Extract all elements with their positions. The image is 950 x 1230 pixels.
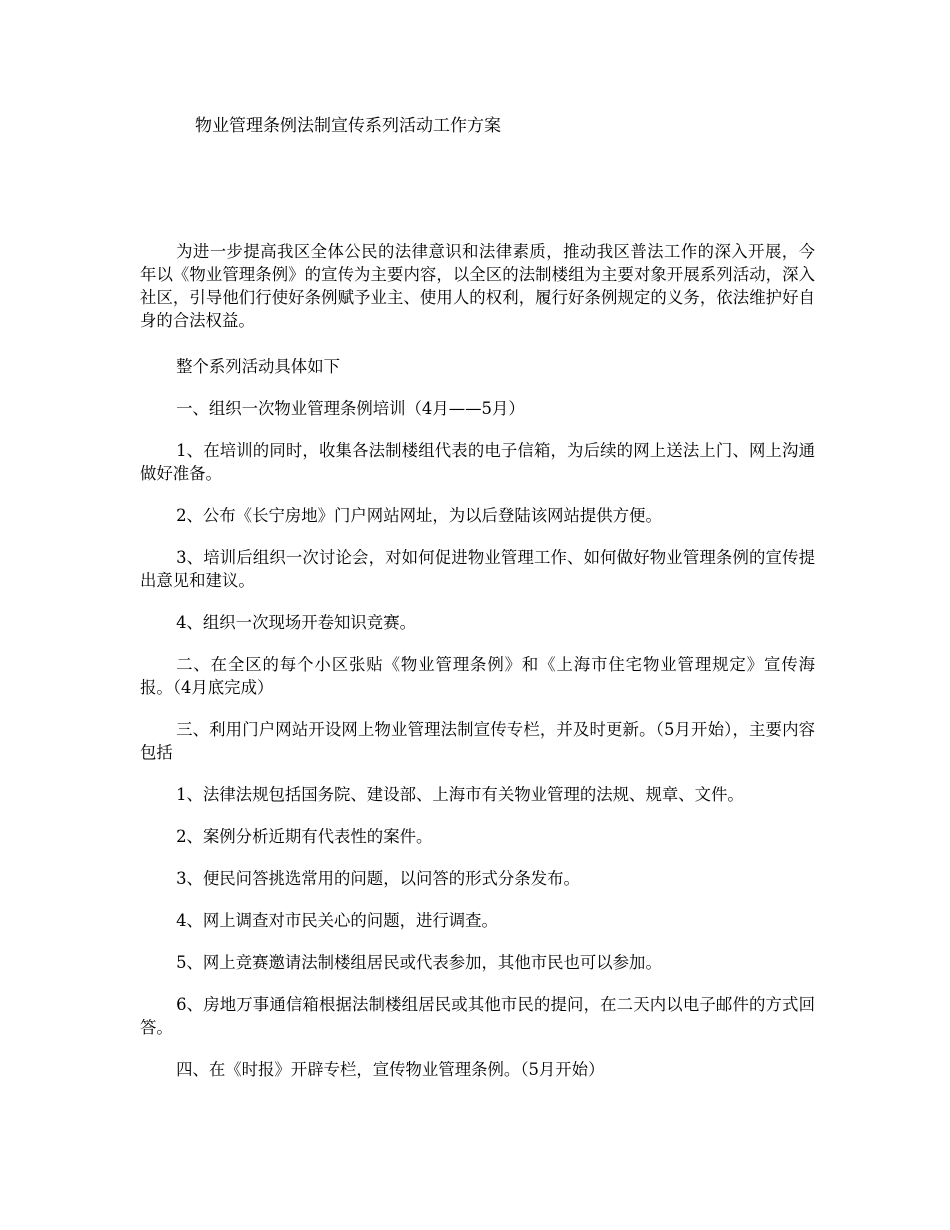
section-heading-3: 三、利用门户网站开设网上物业管理法制宣传专栏，并及时更新。（5月开始），主要内容包括 [140, 720, 815, 762]
list-item: 2、公布《长宁房地》门户网站网址，为以后登陆该网站提供方便。 [176, 506, 662, 525]
list-item: 6、房地万事通信箱根据法制楼组居民或其他市民的提问，在二天内以电子邮件的方式回答。 [140, 995, 815, 1037]
document-title: 物业管理条例法制宣传系列活动工作方案 [195, 116, 501, 136]
intro-paragraph: 为进一步提高我区全体公民的法律意识和法律素质，推动我区普法工作的深入开展，今年以《物业管理条例》的宣传为主要内容，以全区的法制楼组为主要对象开展系列活动，深入社区，引导他们行使好条例赋予业主、使用人的权利，履行好条例规定的义务，依法维护好自身的合法权益。 [140, 242, 815, 330]
list-item: 3、培训后组织一次讨论会，对如何促进物业管理工作、如何做好物业管理条例的宣传提出意见和建议。 [140, 548, 815, 590]
section-heading-2: 二、在全区的每个小区张贴《物业管理条例》和《上海市住宅物业管理规定》宣传海报。（4月底完成） [140, 655, 815, 697]
list-item: 1、在培训的同时，收集各法制楼组代表的电子信箱，为后续的网上送法上门、网上沟通做好准备。 [140, 441, 815, 483]
list-item: 2、案例分析近期有代表性的案件。 [176, 827, 433, 846]
section-heading-1: 一、组织一次物业管理条例培训（4月——5月） [176, 399, 525, 418]
list-item: 3、便民问答挑选常用的问题，以问答的形式分条发布。 [176, 869, 580, 888]
list-item: 4、组织一次现场开卷知识竞赛。 [176, 613, 416, 632]
paragraph-overview: 整个系列活动具体如下 [176, 357, 340, 376]
list-item: 4、网上调查对市民关心的问题，进行调查。 [176, 911, 498, 930]
list-item: 1、法律法规包括国务院、建设部、上海市有关物业管理的法规、规章、文件。 [176, 785, 744, 804]
section-heading-4: 四、在《时报》开辟专栏，宣传物业管理条例。（5月开始） [176, 1060, 605, 1079]
document-body [140, 240, 815, 1100]
list-item: 5、网上竞赛邀请法制楼组居民或代表参加，其他市民也可以参加。 [176, 953, 662, 972]
